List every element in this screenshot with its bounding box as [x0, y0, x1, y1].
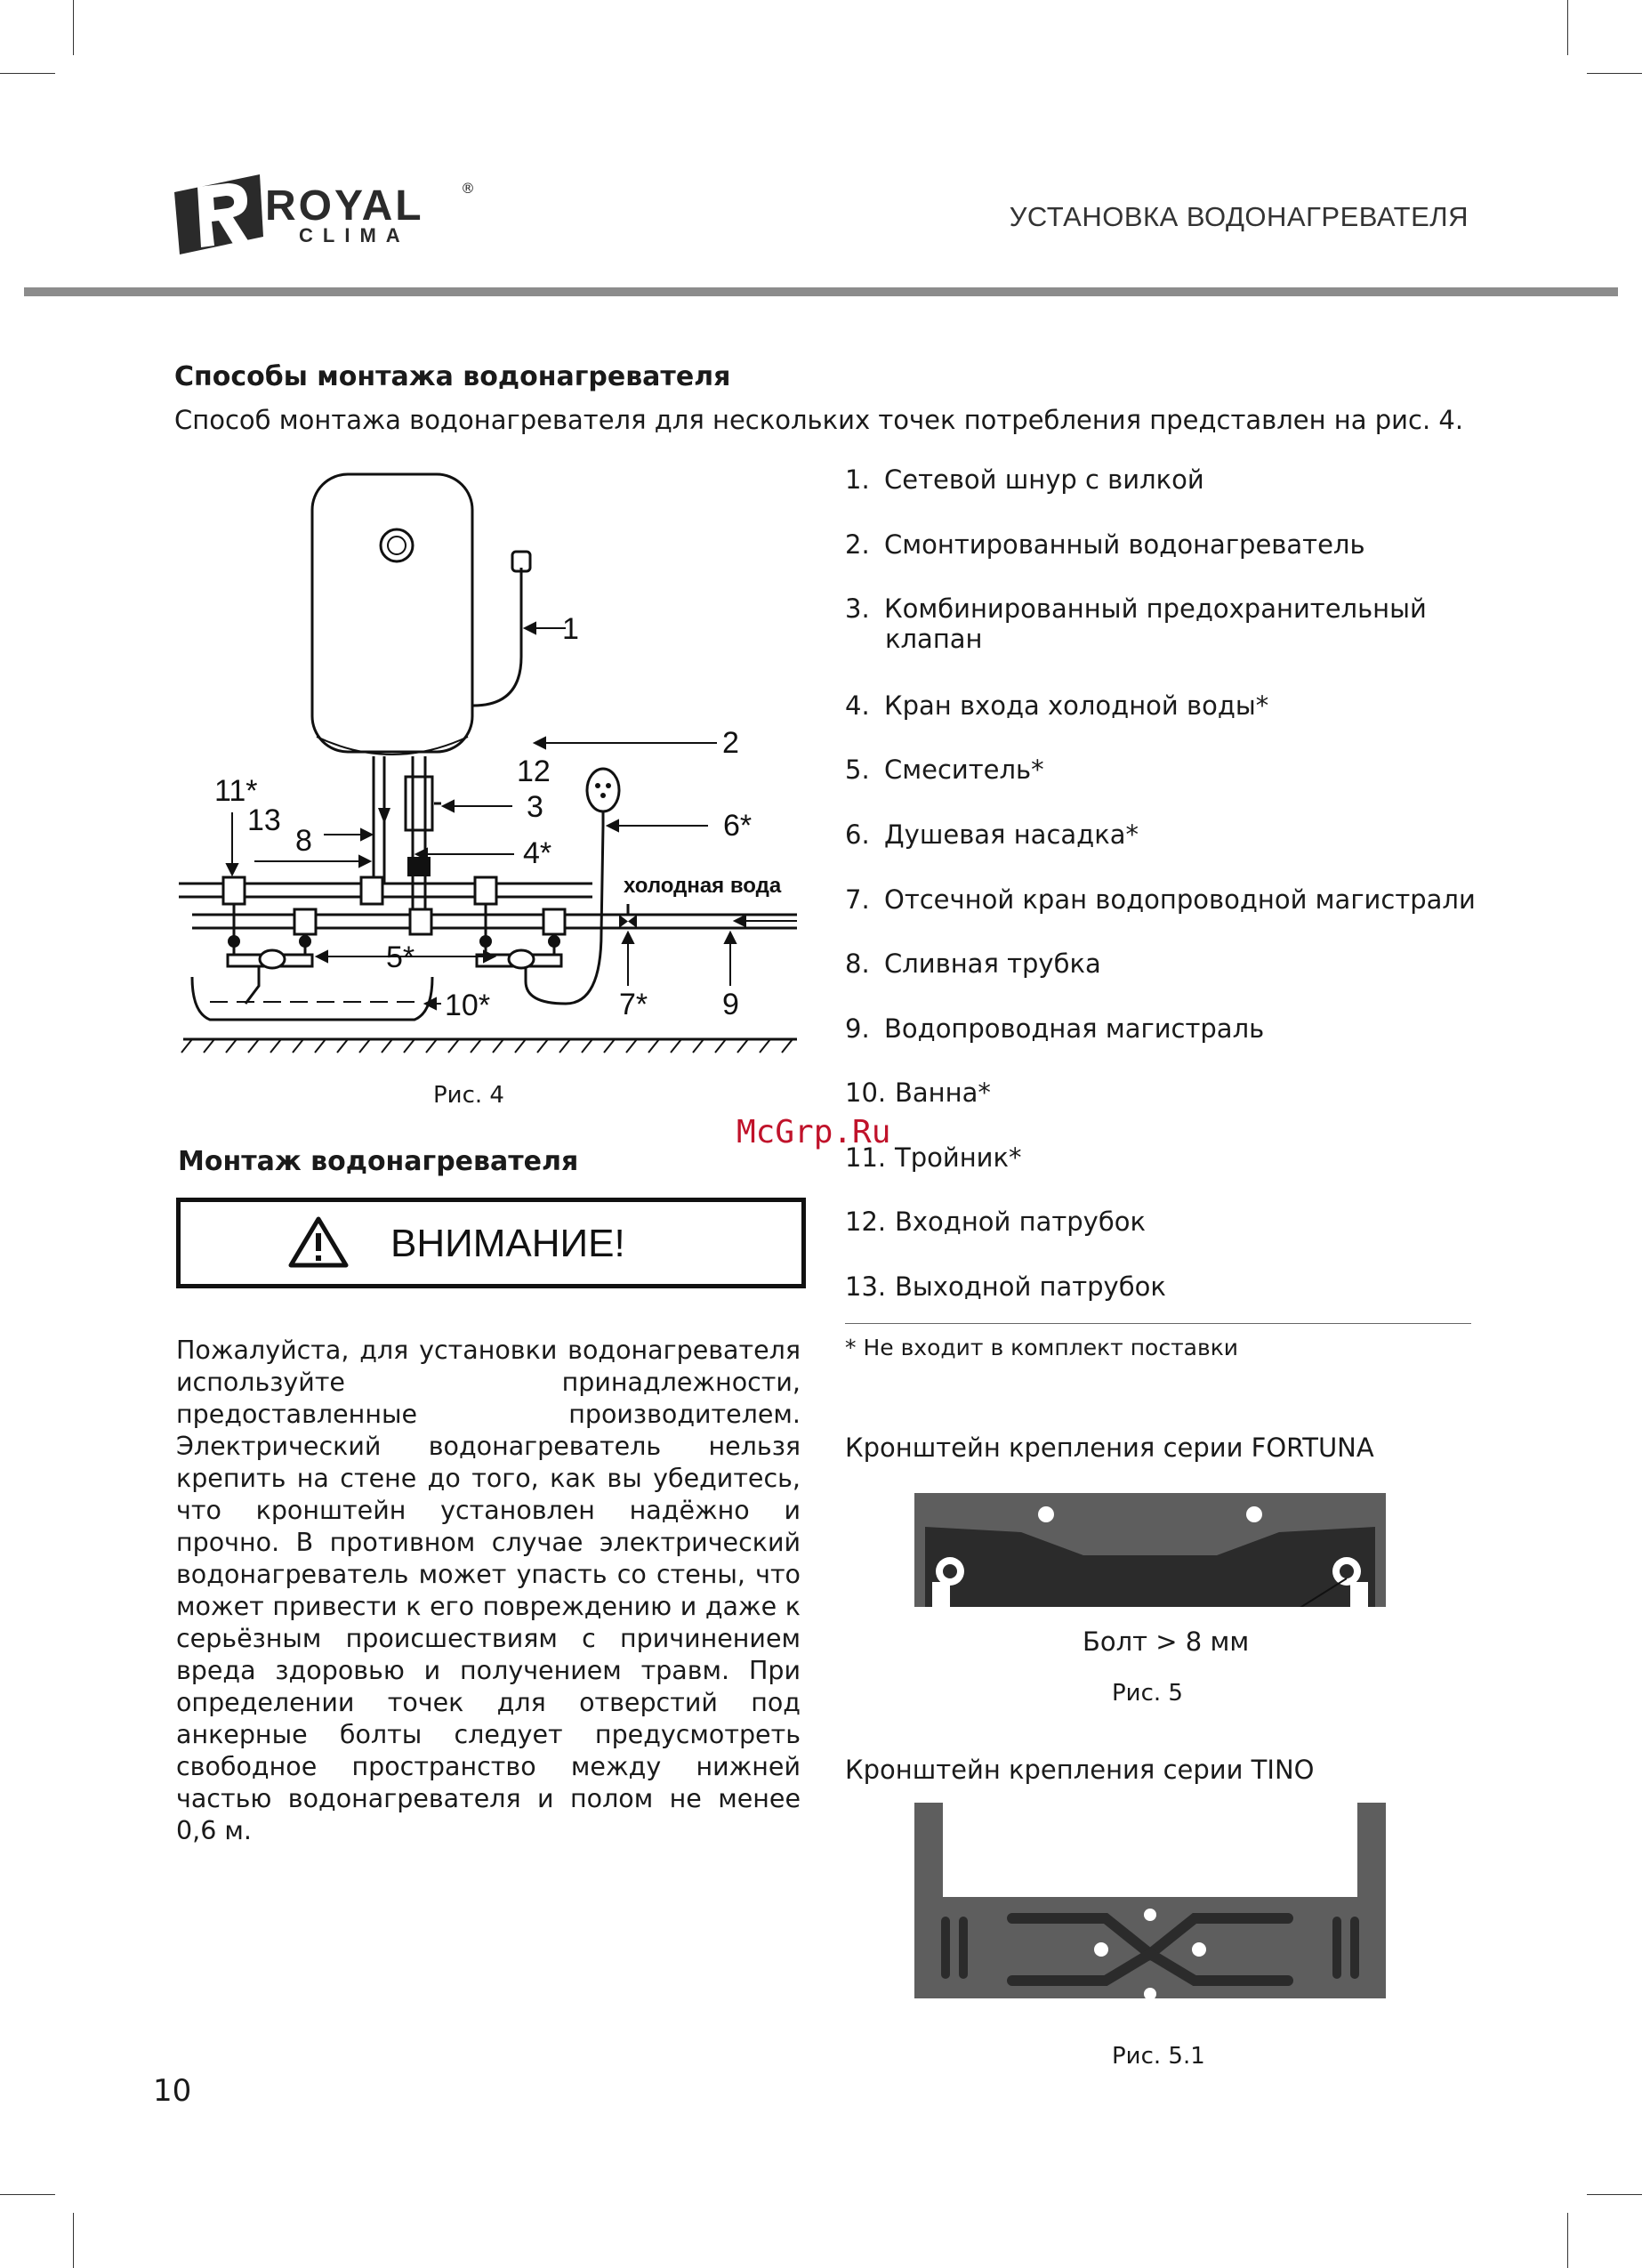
shower-head-icon [587, 769, 619, 811]
warning-triangle-icon [287, 1215, 350, 1269]
legend-item: 9. Водопроводная магистраль [845, 1013, 1265, 1044]
label-3: 3 [527, 790, 543, 824]
legend-item: 7. Отсечной кран водопроводной магистрали [845, 884, 1476, 915]
registered-mark: ® [461, 180, 475, 197]
brand-name-bottom: CLIMA [299, 224, 410, 246]
crop-mark [0, 2194, 55, 2195]
brand-logo [174, 174, 486, 254]
label-5: 5* [386, 940, 415, 974]
legend-item: 1. Сетевой шнур с вилкой [845, 464, 1204, 495]
label-13: 13 [247, 803, 281, 837]
fortuna-bracket [914, 1493, 1386, 1607]
legend-item: 2. Смонтированный водонагреватель [845, 529, 1365, 560]
header-divider [24, 287, 1618, 296]
crop-mark [1567, 0, 1568, 55]
watermark: McGrp.Ru [736, 1114, 891, 1150]
brand-name-top: ROYAL [265, 182, 424, 230]
crop-mark [73, 0, 74, 55]
cold-water-label: холодная вода [624, 874, 782, 898]
label-1: 1 [562, 612, 579, 646]
label-12: 12 [517, 755, 551, 788]
label-2: 2 [722, 726, 739, 760]
fortuna-title: Кронштейн крепления серии FORTUNA [845, 1433, 1374, 1463]
thermostat-dial-icon [381, 529, 413, 561]
legend-item: 6. Душевая насадка* [845, 819, 1139, 850]
label-11: 11* [214, 774, 258, 808]
figure-4-caption: Рис. 4 [433, 1082, 504, 1109]
section-title: УСТАНОВКА ВОДОНАГРЕВАТЕЛЯ [1009, 201, 1469, 232]
label-10: 10* [445, 989, 491, 1022]
logo-emblem-icon [174, 174, 263, 254]
legend-item: 3. Комбинированный предохранительный клапан [845, 593, 1427, 654]
figure-5-1-caption: Рис. 5.1 [1112, 2043, 1205, 2070]
label-4: 4* [523, 836, 552, 870]
installation-heading: Монтаж водонагревателя [178, 1146, 579, 1177]
crop-mark [73, 2213, 74, 2268]
legend-item: 10. Ванна* [845, 1078, 991, 1108]
crop-mark [0, 73, 55, 74]
label-7: 7* [619, 988, 648, 1021]
bathtub [192, 977, 432, 1020]
installation-body: Пожалуйста, для установки водонагревателя используйте принадлежности, предоставленные производителем. Электрический водонагреватель нельзя крепить на стене до того, как вы убедитесь, что кронштейн установлен надёжно и прочно. В противном случае электрический водонагреватель может упасть со стены, что может привести к его повреждению и даже к серьёзным происшествиям с причинением вреда здоровью и получением травм. При определении точек для отверстий под анкерные болты следует предусмотреть свободное пространство между нижней частью водонагревателя и полом не менее 0,6 м. [176, 1336, 801, 1845]
legend-item: 8. Сливная трубка [845, 948, 1101, 979]
page-number: 10 [153, 2073, 192, 2109]
legend-item: 12. Входной патрубок [845, 1207, 1146, 1237]
water-heater-tank [312, 474, 472, 752]
figure-5-caption: Рис. 5 [1112, 1680, 1183, 1707]
tino-title: Кронштейн крепления серии TINO [845, 1755, 1315, 1785]
shutoff-valve [619, 915, 637, 928]
legend-divider [845, 1323, 1471, 1324]
tino-bracket [914, 1803, 1386, 1998]
label-6: 6* [723, 809, 753, 843]
warning-text: ВНИМАНИЕ! [390, 1222, 625, 1265]
warning-box [176, 1198, 806, 1288]
mounting-methods-heading: Способы монтажа водонагревателя [174, 361, 731, 392]
crop-mark [1567, 2213, 1568, 2268]
crop-mark [1587, 2194, 1642, 2195]
crop-mark [1587, 73, 1642, 74]
footnote: * Не входит в комплект поставки [845, 1335, 1239, 1360]
safety-valve [406, 777, 432, 830]
mounting-methods-intro: Способ монтажа водонагревателя для нескольких точек потребления представлен на рис. 4. [174, 405, 1464, 435]
label-8: 8 [295, 824, 312, 858]
legend-item: 4. Кран входа холодной воды* [845, 690, 1269, 721]
legend-item: 13. Выходной патрубок [845, 1271, 1166, 1302]
label-9: 9 [722, 988, 739, 1021]
bolt-label: Болт > 8 мм [1083, 1626, 1250, 1657]
installation-diagram [174, 470, 815, 1066]
legend-item: 11. Тройник* [845, 1142, 1022, 1173]
legend-item: 5. Смеситель* [845, 755, 1044, 785]
